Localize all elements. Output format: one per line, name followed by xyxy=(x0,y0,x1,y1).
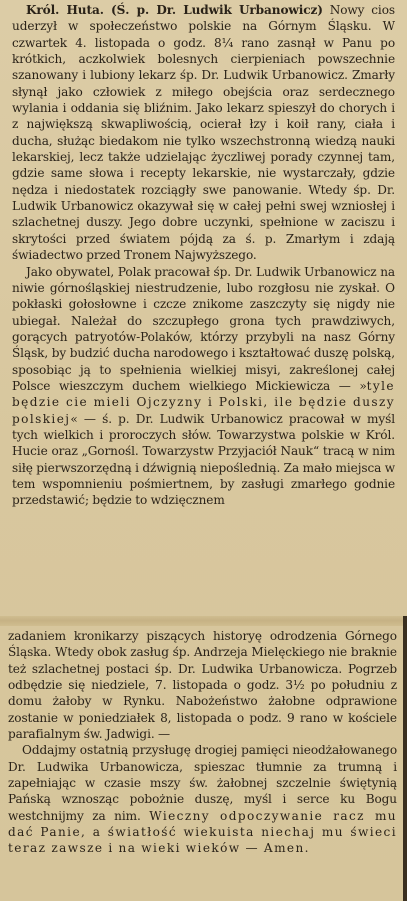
article-heading: Król. Huta. (Ś. p. Dr. Ludwik Urbanowicz) xyxy=(26,3,323,17)
paragraph-2 xyxy=(12,264,395,509)
paragraph-3 xyxy=(8,742,397,856)
paragraph-2-text-b-part2: zadaniem kronikarzy piszących historyę odrodzenia Górnego Śląska. Wtedy obok zasług śp. Andrzeja Mielęckiego nie braknie też szlachetnej postaci śp. Dr. Ludwika Urbanowicza. Pogrzeb odbędzie się niedziele, 7. listopada o godz. 3½ po południu z domu żałoby w Rynku. Nabożeństwo żałobne odprawione zostanie w poniedziałek 8, listopada o podz. 9 rano w kościele parafialnym św. Jadwigi. — xyxy=(8,629,397,742)
article-column-bottom xyxy=(8,628,397,857)
column-fold-divider xyxy=(0,616,407,626)
paragraph-1 xyxy=(12,2,395,264)
paragraph-3-text: Oddajmy ostatnią przysługę drogiej pamięci nieodżałowanego Dr. Ludwika Urbanowicza, spieszac tłumnie za trumną i zapełniając w czasie mszy św. żałobnej szczelnie świętynią Pańską wznosząc pobożnie duszę, myśl i serce ku Bogu westchnijmy za nim. xyxy=(8,743,397,823)
paragraph-1-text: Nowy cios uderzył w społeczeństwo polskie na Górnym Śląsku. W czwartek 4. listopada o godz. 8¼ rano zasnął w Panu po krótkich, aczkolwiek bolesnych cierpieniach powszechnie szanowany i lubiony lekarz śp. Dr. Ludwik Urbanowicz. Zmarły słynął jako człowiek z miłego obejścia oraz serdecznego wylania i oddania się bliźnim. Jako lekarz spieszył do chorych i z największą skwapliwością, ocierał łzy i koił rany, ciała i ducha, służąc biedakom nie tylko wszechstronną wiedzą nauki lekarskiej, lecz także udzielając życzliwej porady czynnej tam, gdzie same słowa i recepty lekarskie, nie wystarczały, gdzie nędza i niedostatek rozciągły swe panowanie. Wtedy śp. Dr. Ludwik Urbanowicz okazywał się w całej pełni swej wzniosłej i szlachetnej duszy. Jego dobre uczynki, spełnione w zaciszu i skrytości przed światem pójdą za ś. p. Zmarłym i zdają świadectwo przed Tronem Najwyższego. xyxy=(12,3,395,263)
mickiewicz-quote: tyle będzie cie mieli Ojczyzny i Polski, ile będzie duszy polskiej xyxy=(12,378,395,426)
paragraph-2-text-a: Jako obywatel, Polak pracował śp. Dr. Ludwik Urbanowicz na niwie górnośląskiej niestrudzenie, lubo rozgłosu nie zyskał. O pokłaski gołosłowne i czcze znikome zaszczyty się nigdy nie ubiegał. Należał do szczupłego grona tych prawdziwych, gorących patryotów-Polaków, którzy przybyli na nasz Górny Śląsk, by budzić ducha narodowego i kształtować duszę polską, sposobiąc ją to spełnienia wielkiej misyi, zakreślonej całej Polsce wieszczym duchem wielkiego Mickiewicza — » xyxy=(12,264,395,393)
paragraph-2-text-b-part1: « — ś. p. Dr. Ludwik Urbanowicz pracował w myśl tych wielkich i proroczych słów. Towarzystwa polskie w Król. Hucie oraz „Gornośl. Towarzystw Przyjaciół Nauk“ tracą w nim siłę pierwszorzędną i dźwignią niepoślednią. Za mało miejsca w tem wspomnieniu pośmiertnem, by zasługi zmarłego godnie przedstawić; będzie to wdzięcznem xyxy=(12,411,395,508)
page-edge xyxy=(403,616,407,901)
article-column-top xyxy=(12,2,395,509)
prayer-text: Wieczny odpoczywanie racz mu dać Panie, a światłość wiekuista niechaj mu świeci teraz zawsze i na wieki wieków — Amen. xyxy=(8,808,397,856)
paragraph-2-continued xyxy=(8,628,397,742)
